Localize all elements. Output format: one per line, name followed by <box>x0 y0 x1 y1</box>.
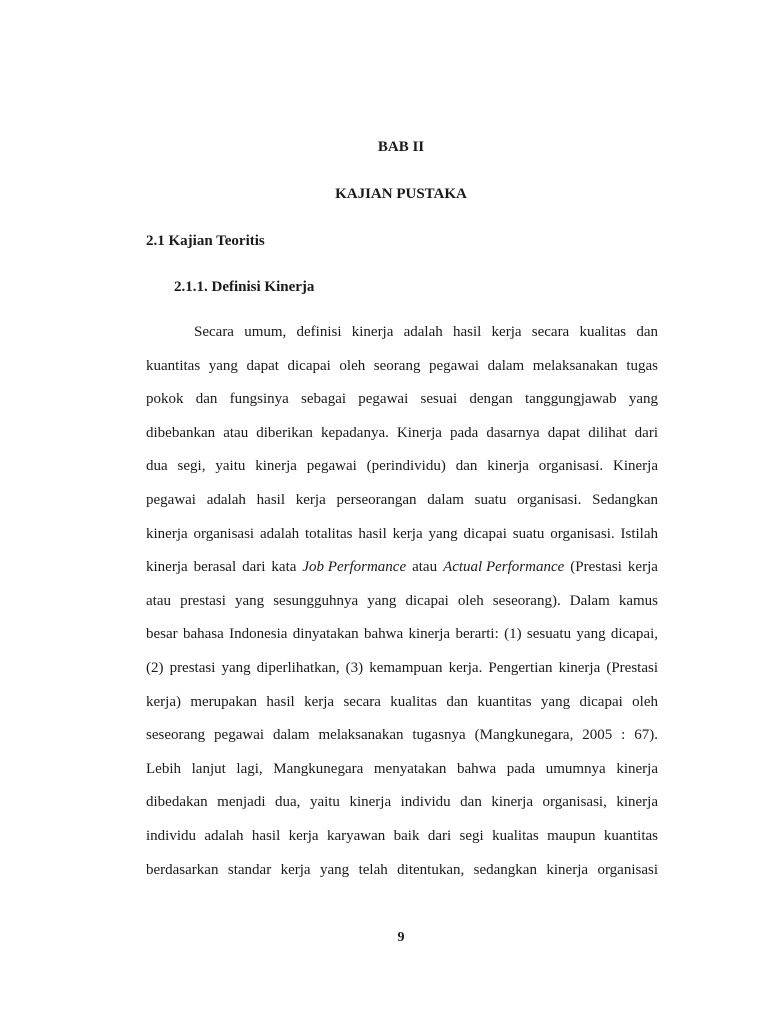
paragraph-line: atau prestasi yang sesungguhnya yang dicapai oleh seseorang). Dalam kamus <box>146 592 658 609</box>
paragraph-line-mixed <box>146 555 658 589</box>
paragraph-line: besar bahasa Indonesia dinyatakan bahwa kinerja berarti: (1) sesuatu yang dicapai, <box>146 626 658 643</box>
paragraph-line: individu adalah hasil kerja karyawan baik dari segi kualitas maupun kuantitas <box>146 827 658 844</box>
italic-term: Job Performance <box>302 559 407 576</box>
subsection-heading: 2.1.1. Definisi Kinerja <box>174 279 315 295</box>
italic-term: Actual Performance <box>443 559 565 576</box>
paragraph-line: dibebankan atau diberikan kepadanya. Kinerja pada dasarnya dapat dilihat dari <box>146 424 658 441</box>
paragraph-line: dua segi, yaitu kinerja pegawai (perindividu) dan kinerja organisasi. Kinerja <box>146 458 658 475</box>
paragraph <box>146 320 658 891</box>
line-text-segment: (Prestasi <box>570 559 622 576</box>
paragraph-line: Lebih lanjut lagi, Mangkunegara menyatakan bahwa pada umumnya kinerja <box>146 760 658 777</box>
chapter-title: KAJIAN PUSTAKA <box>335 186 467 202</box>
paragraph-line: (2) prestasi yang diperlihatkan, (3) kemampuan kerja. Pengertian kinerja (Prestasi <box>146 659 658 676</box>
line-text-segment: dari <box>242 559 266 576</box>
line-text-segment: kerja <box>627 559 658 576</box>
line-text-segment: kinerja <box>146 559 188 576</box>
paragraph-line: dibedakan menjadi dua, yaitu kinerja individu dan kinerja organisasi, kinerja <box>146 794 658 811</box>
paragraph-line: pokok dan fungsinya sebagai pegawai sesuai dengan tanggungjawab yang <box>146 391 658 408</box>
chapter-number: BAB II <box>377 139 425 155</box>
line-text-segment: berasal <box>193 559 237 576</box>
paragraph-line: kuantitas yang dapat dicapai oleh seorang pegawai dalam melaksanakan tugas <box>146 357 658 374</box>
paragraph-line: pegawai adalah hasil kerja perseorangan dalam suatu organisasi. Sedangkan <box>146 491 658 508</box>
page-number: 9 <box>397 930 405 945</box>
line-text-segment: kata <box>271 559 297 576</box>
section-heading: 2.1 Kajian Teoritis <box>146 233 265 249</box>
paragraph-line: kerja) merupakan hasil kerja secara kualitas dan kuantitas yang dicapai oleh <box>146 693 658 710</box>
paragraph-line: berdasarkan standar kerja yang telah ditentukan, sedangkan kinerja organisasi <box>146 861 658 878</box>
paragraph-line: kinerja organisasi adalah totalitas hasil kerja yang dicapai suatu organisasi. Istilah <box>146 525 658 542</box>
paragraph-line: Secara umum, definisi kinerja adalah hasil kerja secara kualitas dan <box>194 324 658 340</box>
paragraph-line: seseorang pegawai dalam melaksanakan tugasnya (Mangkunegara, 2005 : 67). <box>146 727 658 744</box>
line-text-segment: atau <box>412 559 438 576</box>
